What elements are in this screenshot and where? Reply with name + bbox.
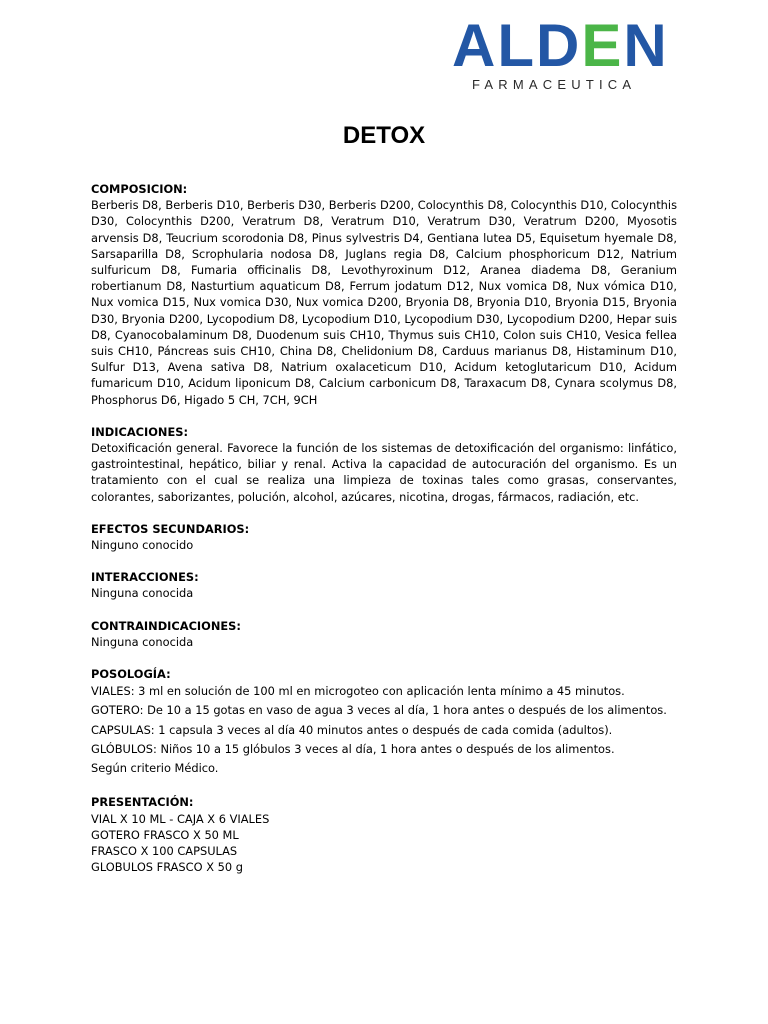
- efectos-heading: EFECTOS SECUNDARIOS:: [91, 521, 250, 536]
- section-posologia: [91, 666, 677, 778]
- composicion-text: Berberis D8, Berberis D10, Berberis D30, Berberis D200, Colocynthis D8, Colocynthis D10, Colocynthis D30, Colocynthis D200, Veratrum D8, Veratrum D10, Veratrum D30, Veratrum D200, Myosotis arvensis D8, Teucrium scorodonia D8, Pinus sylvestris D4, Gentiana lutea D5, Equisetum hyemale D8, Sarsaparilla D8, Scrophularia nodosa D8, Juglans regia D8, Calcium phosphoricum D12, Natrium sulfuricum D8, Fumaria officinalis D8, Levothyroxinum D12, Aranea diadema D8, Geranium robertianum D8, Nasturtium aquaticum D8, Ferrum jodatum D12, Nux vomica D8, Nux vómica D10, Nux vomica D15, Nux vomica D30, Nux vomica D200, Bryonia D8, Bryonia D10, Bryonia D15, Bryonia D30, Bryonia D200, Lycopodium D8, Lycopodium D10, Lycopodium D30, Lycopodium D200, Hepar suis D8, Cyanocobalaminum D8, Duodenum suis CH10, Thymus suis CH10, Colon suis CH10, Vesica fellea suis CH10, Páncreas suis CH10, China D8, Chelidonium D8, Carduus marianus D8, Histaminum D10, Sulfur D13, Avena sativa D8, Natrium oxalaceticum D10, Acidum ketoglutaricum D10, Acidum fumaricum D10, Acidum liponicum D8, Calcium carbonicum D8, Taraxacum D8, Cynara scolymus D8, Phosphorus D6, Higado 5 CH, 7CH, 9CH: [91, 198, 677, 407]
- document-body: [91, 181, 677, 892]
- efectos-text: Ninguno conocido: [91, 538, 194, 553]
- section-indicaciones: [91, 424, 677, 505]
- logo-subtitle: FARMACEUTICA: [472, 77, 637, 92]
- indicaciones-text: Detoxificación general. Favorece la función de los sistemas de detoxificación del organismo: linfático, gastrointestinal, hepático, biliar y renal. Activa la capacidad de autocuración del organismo. Es un tratamiento con el cual se realiza una limpieza de toxinas tales como grasas, conservantes, colorantes, saborizantes, polución, alcohol, azúcares, nicotina, drogas, fármacos, radiación, etc.: [91, 441, 677, 504]
- contraindicaciones-heading: CONTRAINDICACIONES:: [91, 618, 241, 633]
- logo-wordmark-left: ALD: [452, 12, 582, 79]
- presentacion-line: GLOBULOS FRASCO X 50 g: [91, 860, 243, 875]
- section-contraindicaciones: [91, 618, 677, 650]
- document-title: DETOX: [342, 122, 426, 149]
- alden-logo: [452, 12, 680, 96]
- posologia-line: VIALES: 3 ml en solución de 100 ml en microgoteo con aplicación lenta mínimo a 45 minutos.: [91, 684, 625, 699]
- section-composicion: [91, 181, 677, 408]
- posologia-heading: POSOLOGÍA:: [91, 667, 171, 682]
- presentacion-heading: PRESENTACIÓN:: [91, 795, 194, 810]
- presentacion-line: GOTERO FRASCO X 50 ML: [91, 827, 239, 842]
- contraindicaciones-text: Ninguna conocida: [91, 634, 194, 649]
- posologia-line: Según criterio Médico.: [91, 761, 219, 776]
- interacciones-heading: INTERACCIONES:: [91, 570, 199, 585]
- posologia-line: GOTERO: De 10 a 15 gotas en vaso de agua 3 veces al día, 1 hora antes o después de los alimentos.: [91, 703, 667, 718]
- posologia-line: GLÓBULOS: Niños 10 a 15 glóbulos 3 veces al día, 1 hora antes o después de los alimentos.: [91, 741, 615, 756]
- section-presentacion: [91, 794, 677, 875]
- logo-wordmark-right: N: [623, 12, 669, 79]
- posologia-line: CAPSULAS: 1 capsula 3 veces al día 40 minutos antes o después de cada comida (adultos).: [91, 722, 613, 737]
- logo-wordmark-e: E: [581, 12, 624, 79]
- interacciones-text: Ninguna conocida: [91, 586, 194, 601]
- section-efectos-secundarios: [91, 521, 677, 553]
- presentacion-line: VIAL X 10 ML - CAJA X 6 VIALES: [91, 811, 270, 826]
- indicaciones-heading: INDICACIONES:: [91, 424, 188, 439]
- section-interacciones: [91, 569, 677, 601]
- logo-wordmark: [452, 12, 669, 79]
- presentacion-line: FRASCO X 100 CAPSULAS: [91, 844, 238, 859]
- composicion-heading: COMPOSICION:: [91, 182, 188, 196]
